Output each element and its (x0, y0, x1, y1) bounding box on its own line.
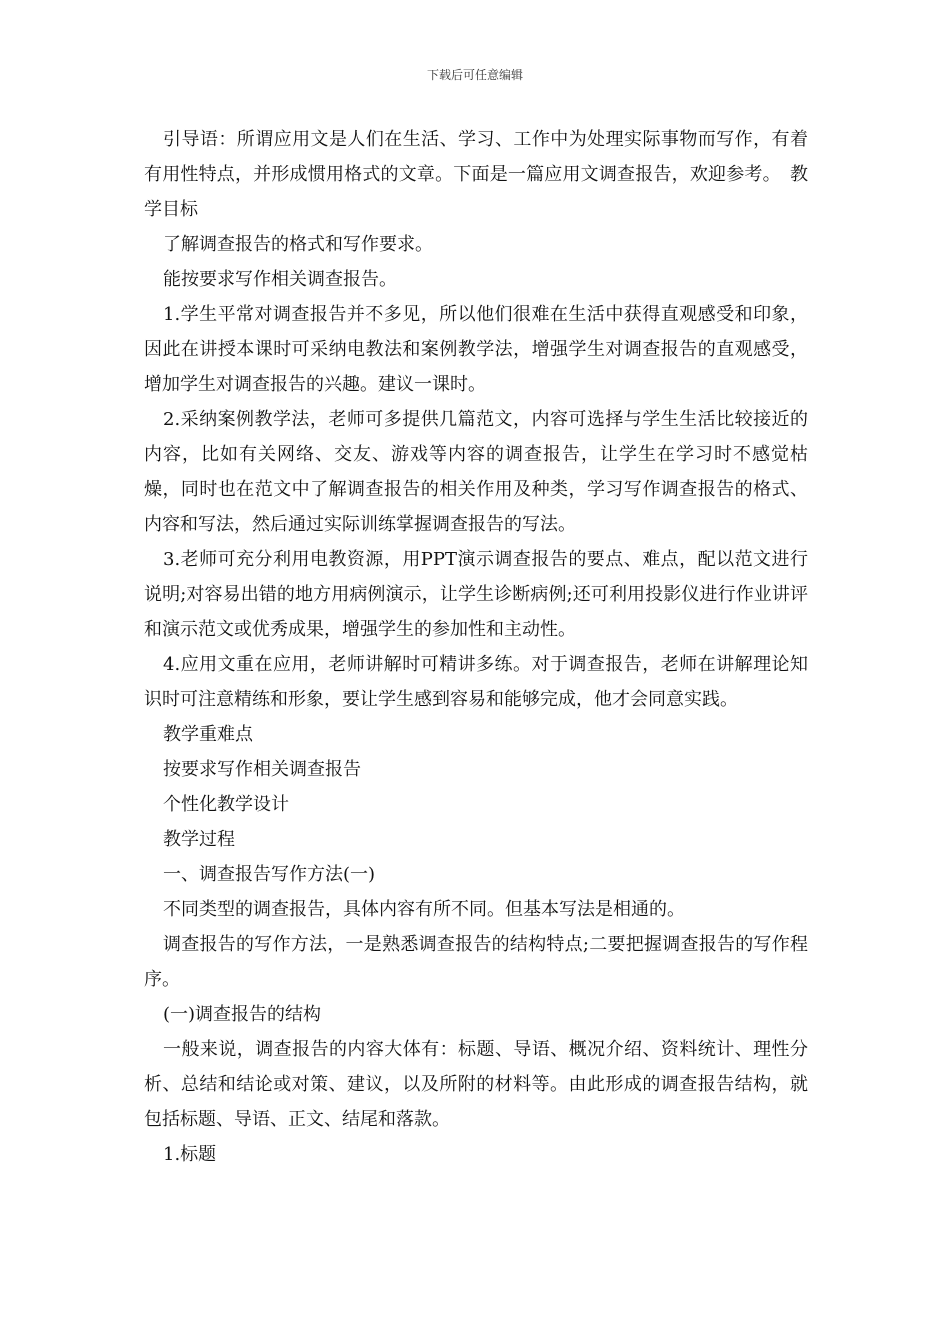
heading-title: 1.标题 (163, 1144, 217, 1165)
paragraph-point-1: 1.学生平常对调查报告并不多见，所以他们很难在生活中获得直观感受和印象，因此在讲授本课时可采纳电教法和案例教学法，增强学生对调查报告的直观感受，增加学生对调查报告的兴趣。建议一课时。 (144, 304, 808, 395)
heading-personalized-design: 个性化教学设计 (163, 794, 289, 815)
page-header: 下载后可任意编辑 (426, 68, 523, 82)
paragraph-point-3: 3.老师可充分利用电教资源，用PPT演示调查报告的要点、难点，配以范文进行说明;对容易出错的地方用病例演示，让学生诊断病例;还可利用投影仪进行作业讲评和演示范文或优秀成果，增强学生的参加性和主动性。 (144, 549, 808, 640)
document-body (144, 122, 808, 1172)
paragraph-goal-1: 了解调查报告的格式和写作要求。 (163, 234, 433, 255)
heading-structure: (一)调查报告的结构 (163, 1004, 322, 1025)
paragraph-goal-2: 能按要求写作相关调查报告。 (163, 269, 397, 290)
paragraph-key-points: 按要求写作相关调查报告 (163, 759, 361, 780)
paragraph-intro: 引导语：所谓应用文是人们在生活、学习、工作中为处理实际事物而写作，有着有用性特点，并形成惯用格式的文章。下面是一篇应用文调查报告，欢迎参考。 教学目标 (144, 129, 808, 220)
paragraph-basic-method: 不同类型的调查报告，具体内容有所不同。但基本写法是相通的。 (163, 899, 685, 920)
heading-section-1: 一、调查报告写作方法(一) (163, 864, 376, 885)
paragraph-point-4: 4.应用文重在应用，老师讲解时可精讲多练。对于调查报告，老师在讲解理论知识时可注意精练和形象，要让学生感到容易和能够完成，他才会同意实践。 (144, 654, 808, 710)
paragraph-writing-method: 调查报告的写作方法，一是熟悉调查报告的结构特点;二要把握调查报告的写作程序。 (144, 934, 808, 990)
heading-key-points: 教学重难点 (163, 724, 253, 745)
heading-teaching-process: 教学过程 (163, 829, 235, 850)
paragraph-point-2: 2.采纳案例教学法，老师可多提供几篇范文，内容可选择与学生生活比较接近的内容，比如有关网络、交友、游戏等内容的调查报告，让学生在学习时不感觉枯燥，同时也在范文中了解调查报告的相关作用及种类，学习写作调查报告的格式、内容和写法，然后通过实际训练掌握调查报告的写法。 (144, 409, 808, 535)
paragraph-structure: 一般来说，调查报告的内容大体有：标题、导语、概况介绍、资料统计、理性分析、总结和结论或对策、建议，以及所附的材料等。由此形成的调查报告结构，就包括标题、导语、正文、结尾和落款。 (144, 1039, 808, 1130)
